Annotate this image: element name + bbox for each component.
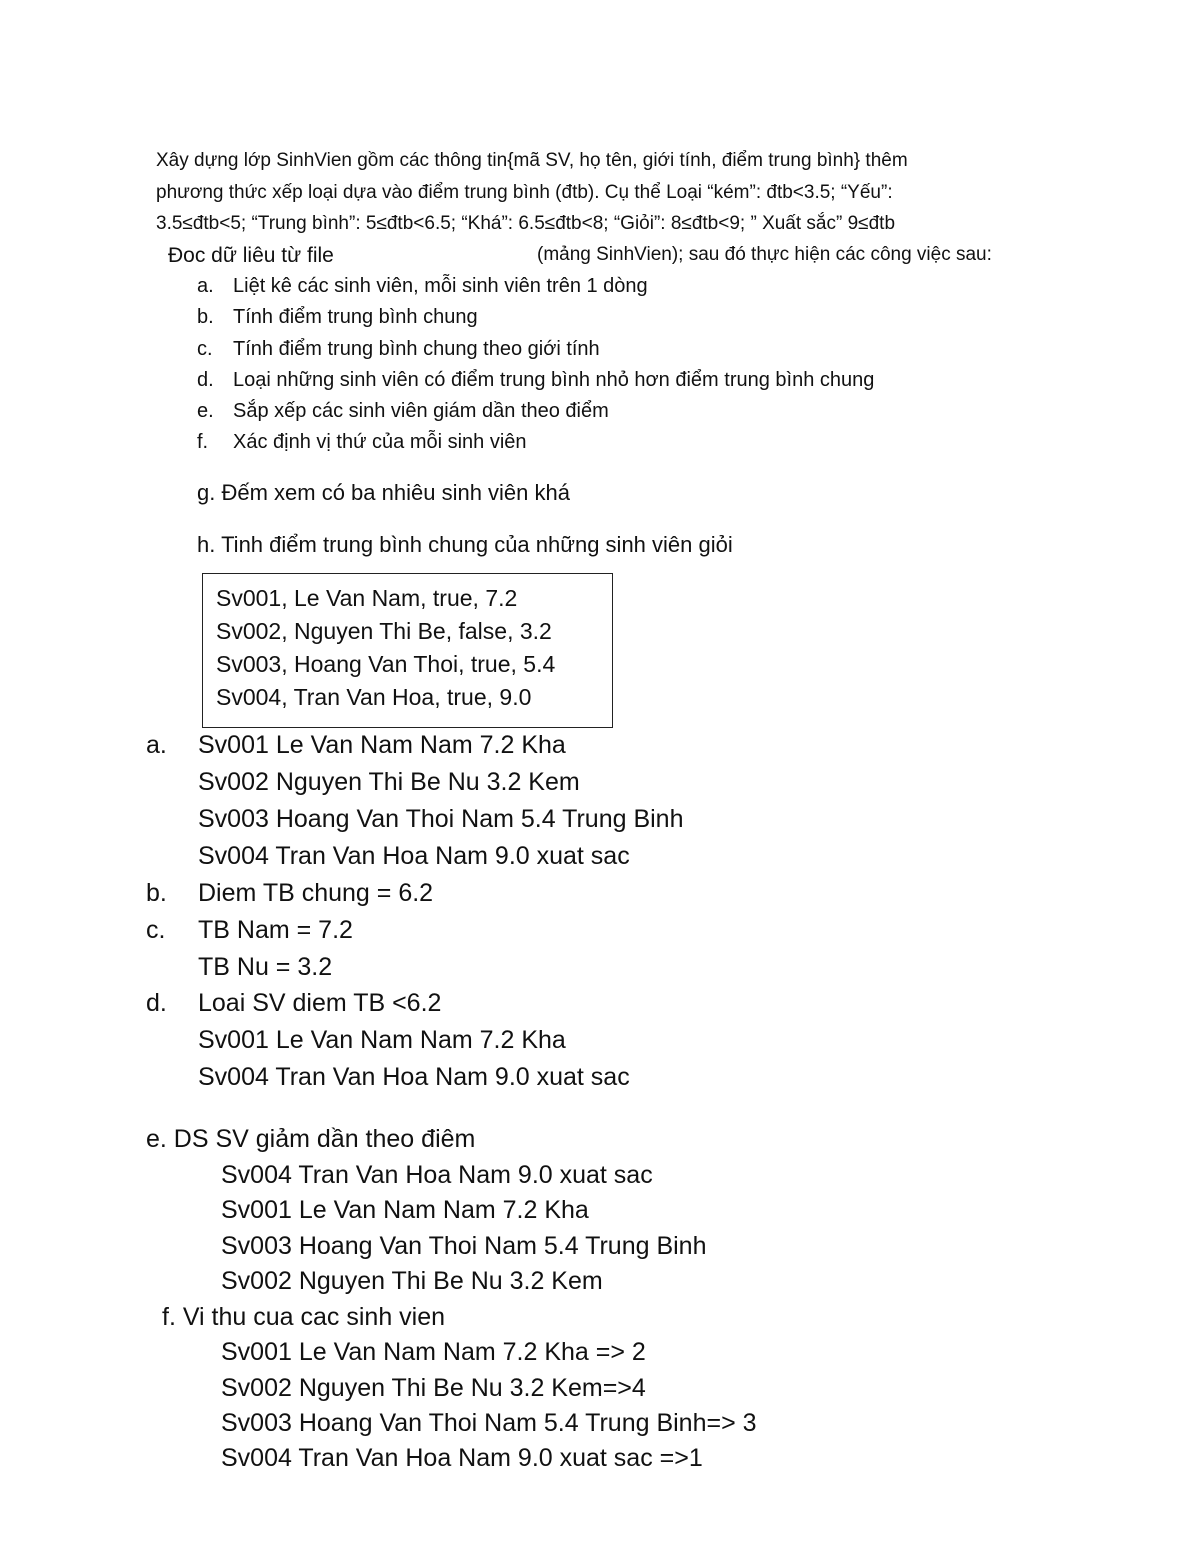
task-g: g. Đếm xem có ba nhiêu sinh viên khá: [197, 480, 570, 505]
answer-d-line: Loai SV diem TB <6.2: [198, 989, 442, 1017]
file-line: Sv002, Nguyen Thi Be, false, 3.2: [216, 618, 552, 644]
task-marker: b.: [197, 306, 214, 328]
answer-marker-b: b.: [146, 879, 167, 907]
list-item: [197, 306, 478, 329]
file-line: Sv003, Hoang Van Thoi, true, 5.4: [216, 651, 556, 677]
list-item: [197, 275, 648, 298]
answer-e-heading: e. DS SV giảm dần theo điêm: [146, 1125, 476, 1153]
file-line: Sv004, Tran Van Hoa, true, 9.0: [216, 684, 532, 710]
answer-a-line: Sv003 Hoang Van Thoi Nam 5.4 Trung Binh: [198, 805, 684, 833]
answer-f-line: Sv004 Tran Van Hoa Nam 9.0 xuat sac =>1: [221, 1444, 703, 1472]
task-marker: c.: [197, 338, 213, 360]
intro-line-4-right: (mảng SinhVien); sau đó thực hiện các công việc sau:: [537, 244, 992, 265]
answer-e-line: Sv001 Le Van Nam Nam 7.2 Kha: [221, 1196, 589, 1224]
file-line: Sv001, Le Van Nam, true, 7.2: [216, 585, 518, 611]
answer-marker-a: a.: [146, 731, 167, 759]
intro-line-2: phương thức xếp loại dựa vào điểm trung bình (đtb). Cụ thể Loại “kém”: đtb<3.5; “Yếu”:: [156, 182, 893, 203]
answer-marker-d: d.: [146, 989, 167, 1017]
answer-f-line: Sv001 Le Van Nam Nam 7.2 Kha => 2: [221, 1338, 646, 1366]
answer-c-line: TB Nam = 7.2: [198, 916, 353, 944]
answer-c-line: TB Nu = 3.2: [198, 953, 333, 981]
answer-d-line: Sv001 Le Van Nam Nam 7.2 Kha: [198, 1026, 566, 1054]
intro-line-1: Xây dựng lớp SinhVien gồm các thông tin{mã SV, họ tên, giới tính, điểm trung bình} thêm: [156, 150, 908, 171]
list-item: [197, 431, 527, 454]
task-text: Liệt kê các sinh viên, mỗi sinh viên trên 1 dòng: [233, 275, 648, 297]
answer-d-line: Sv004 Tran Van Hoa Nam 9.0 xuat sac: [198, 1063, 630, 1091]
intro-line-3: 3.5≤đtb<5; “Trung bình”: 5≤đtb<6.5; “Khá”: 6.5≤đtb<8; “Giỏi”: 8≤đtb<9; ” Xuất sắc” 9≤đtb: [156, 213, 896, 234]
answer-a-line: Sv001 Le Van Nam Nam 7.2 Kha: [198, 731, 566, 759]
answer-f-line: Sv003 Hoang Van Thoi Nam 5.4 Trung Binh=> 3: [221, 1409, 757, 1437]
answer-marker-c: c.: [146, 916, 166, 944]
answer-b-line: Diem TB chung = 6.2: [198, 879, 434, 907]
task-marker: f.: [197, 431, 209, 453]
list-item: [197, 338, 600, 361]
answer-e-line: Sv004 Tran Van Hoa Nam 9.0 xuat sac: [221, 1161, 653, 1189]
task-text: Loại những sinh viên có điểm trung bình nhỏ hơn điểm trung bình chung: [233, 369, 875, 391]
task-text: Tính điểm trung bình chung: [233, 306, 478, 328]
answer-a-line: Sv004 Tran Van Hoa Nam 9.0 xuat sac: [198, 842, 630, 870]
answer-f-heading: f. Vi thu cua cac sinh vien: [162, 1303, 446, 1331]
list-item: [197, 400, 609, 423]
task-text: Xác định vị thứ của mỗi sinh viên: [233, 431, 527, 453]
intro-line-4-left: Đoc dữ liêu từ file: [168, 244, 334, 267]
answer-e-line: Sv003 Hoang Van Thoi Nam 5.4 Trung Binh: [221, 1232, 707, 1260]
list-item: [197, 369, 874, 392]
answer-a-line: Sv002 Nguyen Thi Be Nu 3.2 Kem: [198, 768, 580, 796]
task-text: Sắp xếp các sinh viên giám dần theo điểm: [233, 400, 609, 422]
task-marker: a.: [197, 275, 214, 297]
answer-e-line: Sv002 Nguyen Thi Be Nu 3.2 Kem: [221, 1267, 603, 1295]
task-text: Tính điểm trung bình chung theo giới tính: [233, 338, 600, 360]
task-marker: e.: [197, 400, 214, 422]
task-marker: d.: [197, 369, 214, 391]
task-h: h. Tinh điểm trung bình chung của những sinh viên giỏi: [197, 532, 733, 557]
answer-f-line: Sv002 Nguyen Thi Be Nu 3.2 Kem=>4: [221, 1374, 646, 1402]
